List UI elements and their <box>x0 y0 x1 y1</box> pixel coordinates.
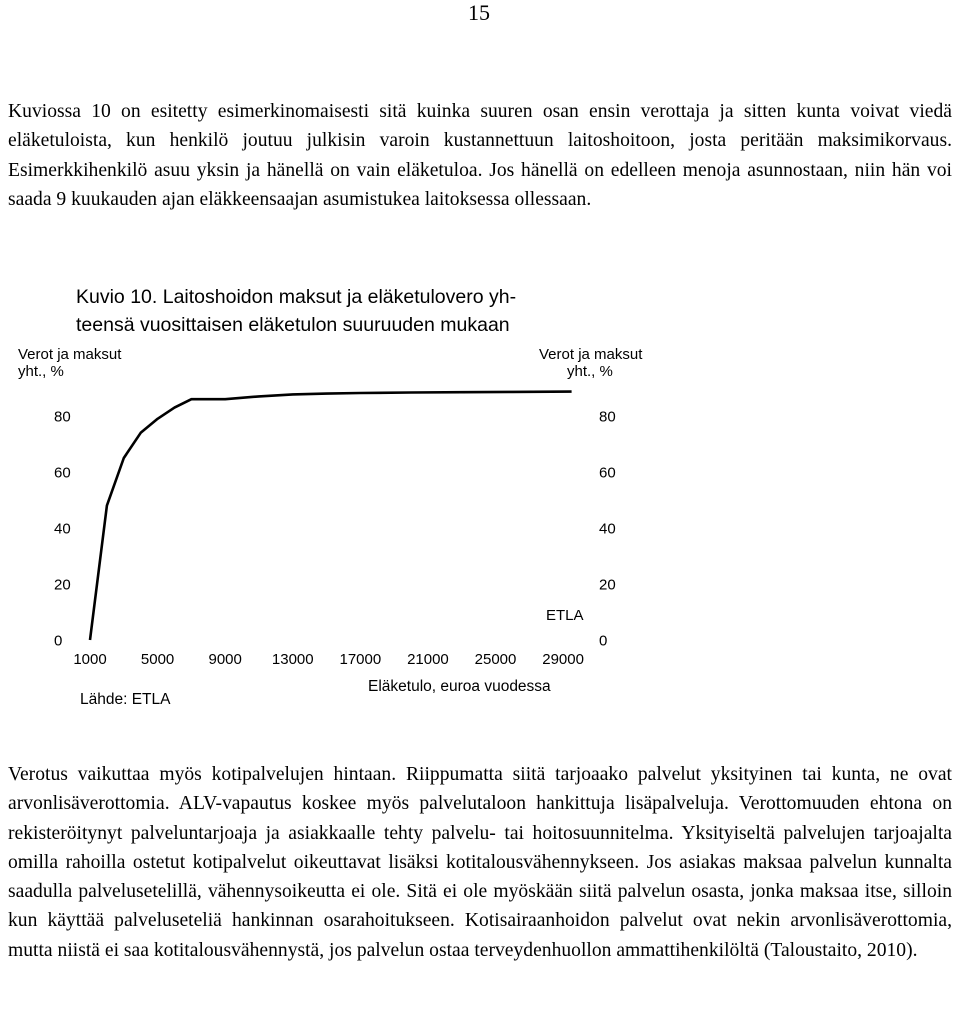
plot-area <box>90 392 572 640</box>
x-tick-4: 17000 <box>339 651 382 668</box>
y-tick-right-3: 60 <box>599 464 616 482</box>
y-tick-right-1: 20 <box>599 576 616 594</box>
y-tick-left-4: 80 <box>54 408 71 426</box>
x-tick-7: 29000 <box>542 651 584 668</box>
intro-paragraph: Kuviossa 10 on esitetty esimerkinomaisesti sitä kuinka suuren osan ensin verottaja ja sitten kunta voivat viedä eläketuloista, kun henkilö joutuu julkisin varoin kustannettuun laitoshoitoon, josta peritään maksimikorvaus. Esimerkkihenkilö asuu yksin ja hänellä on vain eläketuloa. Jos hänellä on edelleen menoja asunnostaan, niin hän voi saada 9 kuukauden ajan eläkkeensaajan asumistukea laitoksessa ollessaan. <box>8 101 952 210</box>
x-axis-label: Eläketulo, euroa vuodessa <box>368 678 551 695</box>
y-tick-right-4: 80 <box>599 408 616 426</box>
series-line <box>90 392 572 640</box>
y-tick-right-2: 40 <box>599 520 616 538</box>
y-axis-right <box>599 409 616 650</box>
x-axis <box>73 651 584 668</box>
x-tick-3: 13000 <box>271 651 314 668</box>
chart <box>0 275 960 745</box>
y-tick-left-1: 20 <box>54 576 71 594</box>
y-tick-left-2: 40 <box>54 520 71 538</box>
x-tick-0: 1000 <box>73 651 107 668</box>
y-tick-left-0: 0 <box>54 632 63 650</box>
chart-source: Lähde: ETLA <box>80 691 171 708</box>
y-tick-left-3: 60 <box>54 464 71 482</box>
watermark-label: ETLA <box>546 607 584 624</box>
x-tick-2: 9000 <box>208 651 242 668</box>
x-tick-5: 21000 <box>407 651 449 668</box>
y-axis-label-right-line-2: yht., % <box>567 363 613 380</box>
y-axis-label-left-line-1: Verot ja maksut <box>18 346 122 363</box>
y-tick-right-0: 0 <box>599 632 608 650</box>
page-number: 15 <box>468 0 490 25</box>
y-axis-label-left-line-2: yht., % <box>18 363 64 380</box>
y-axis-left <box>54 409 71 650</box>
x-tick-6: 25000 <box>474 651 517 668</box>
body-paragraph: Verotus vaikuttaa myös kotipalvelujen hintaan. Riippumatta siitä tarjoaako palvelut yksityinen tai kunta, ne ovat arvonlisäverottomia. ALV-vapautus koskee myös palvelutaloon hankittuja lisäpalveluja. Verottomuuden ehtona on rekisteröitynyt palveluntarjoaja ja asiakkaalle tehty palvelu- tai hoitosuunnitelma. Yksityiseltä palvelujen tarjoajalta omilla rahoilla ostetut kotipalvelut oikeuttavat lisäksi kotitalousvähennykseen. Jos asiakas maksaa palvelun kunnalta saadulla palvelusetelillä, vähennysoikeutta ei ole. Sitä ei ole myöskään siitä palvelun osasta, jonka maksaa itse, silloin kun käyttää palveluseteliä hankinnan osarahoitukseen. Kotisairaanhoidon palvelut ovat nekin arvonlisäverottomia, mutta niistä ei saa kotitalousvähennystä, jos palvelun ostaa terveydenhuollon ammattihenkilöltä (Taloustaito, 2010). <box>8 764 952 961</box>
y-axis-label-right-line-1: Verot ja maksut <box>539 346 643 363</box>
x-tick-1: 5000 <box>140 651 175 668</box>
chart-title-line-2: teensä vuosittaisen eläketulon suuruuden mukaan <box>76 314 510 336</box>
chart-title-line-1: Kuvio 10. Laitoshoidon maksut ja eläketulovero yh- <box>76 286 517 308</box>
